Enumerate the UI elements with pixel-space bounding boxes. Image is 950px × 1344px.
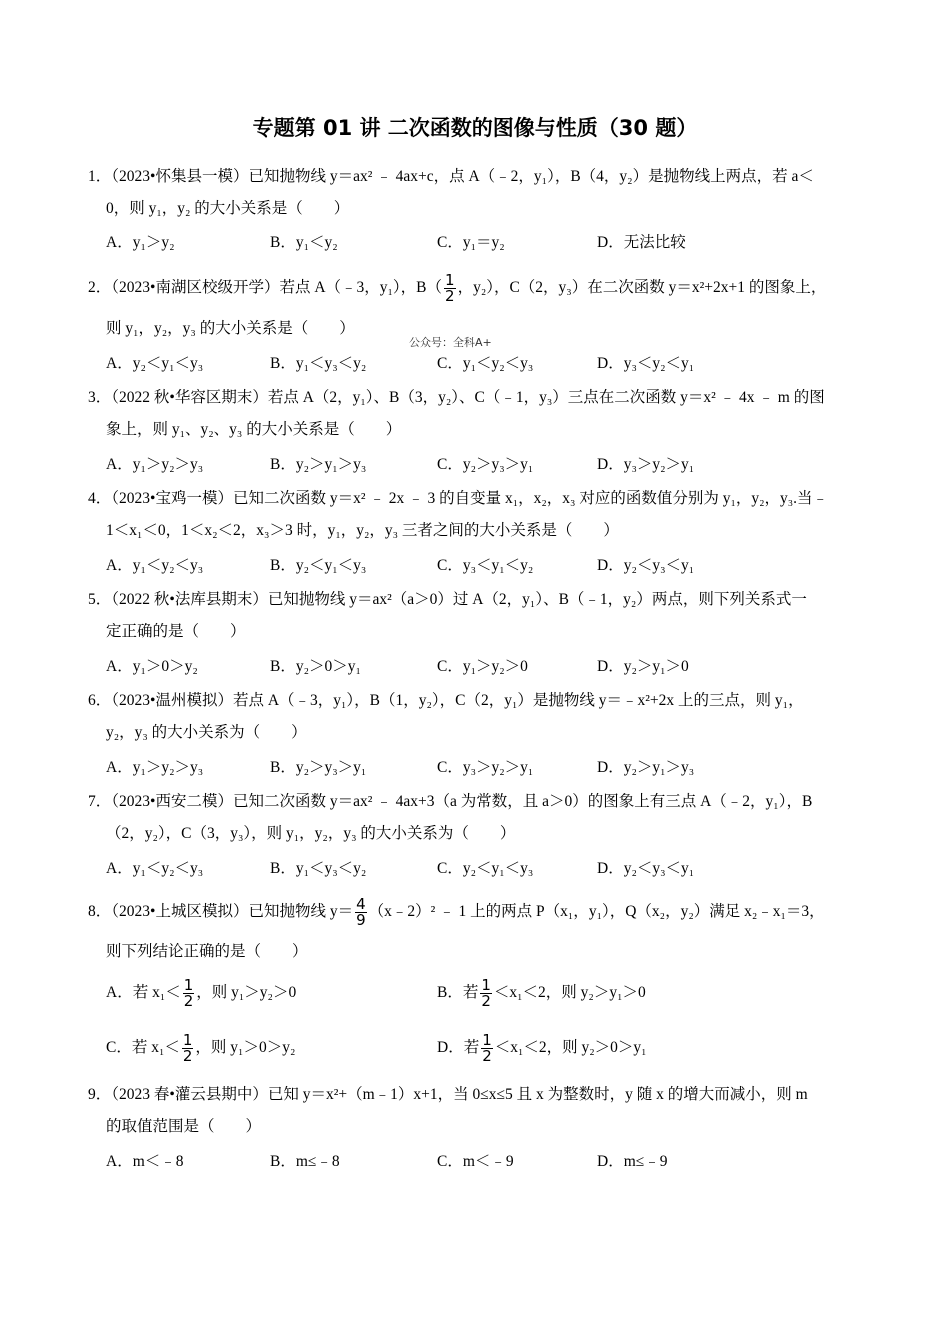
question-6-option-a: A．y₁＞y₂＞y₃ bbox=[106, 759, 204, 776]
question-source: （2022 秋•法库县期末） bbox=[111, 591, 268, 608]
question-text: 已知 y＝x²+（m﹣1）x+1，当 0≤x≤5 且 x 为整数时，y 随 x 的增大而减小，则 m bbox=[267, 1086, 808, 1103]
question-number: 8． bbox=[88, 903, 112, 921]
question-3-line-2: 象上，则 y₁、y₂、y₃ 的大小关系是（ ） bbox=[106, 421, 402, 438]
question-source: （2022 秋•华容区期末） bbox=[111, 389, 268, 406]
option-text: D．若 bbox=[437, 1039, 480, 1057]
question-source: （2023•怀集县一模） bbox=[111, 168, 249, 185]
question-number: 2． bbox=[88, 279, 112, 297]
option-text: ＜x₁＜2，则 y₂＞y₁＞0 bbox=[493, 984, 646, 1002]
question-8-line-1 bbox=[88, 897, 825, 928]
question-3-option-a: A．y₁＞y₂＞y₃ bbox=[106, 456, 204, 473]
question-8-option-a bbox=[106, 978, 296, 1009]
question-text: 已知抛物线 y＝ bbox=[248, 903, 354, 921]
question-1-line-1 bbox=[88, 166, 814, 188]
question-source: （2023•南湖区校级开学） bbox=[111, 279, 280, 297]
question-text: 若点 A（2，y₁）、B（3，y₂）、C（﹣1，y₃）三点在二次函数 y＝x² ﹣ 4x ﹣ m 的图 bbox=[267, 389, 825, 406]
question-3-line-1 bbox=[88, 387, 825, 409]
question-3-option-d: D．y₃＞y₂＞y₁ bbox=[597, 456, 695, 473]
question-7-option-c: C．y₂＜y₁＜y₃ bbox=[437, 860, 534, 877]
question-9-line-1 bbox=[88, 1084, 808, 1106]
question-source: （2023•上城区模拟） bbox=[111, 903, 249, 921]
question-source: （2023 春•灌云县期中） bbox=[111, 1086, 268, 1103]
fraction-numerator: 1 bbox=[481, 976, 491, 994]
question-number: 9． bbox=[88, 1086, 112, 1103]
question-9-line-2: 的取值范围是（ ） bbox=[106, 1118, 262, 1135]
question-1-option-d: D．无法比较 bbox=[597, 234, 686, 251]
fraction-denominator: 2 bbox=[481, 992, 491, 1010]
question-3-option-b: B．y₂＞y₁＞y₃ bbox=[270, 456, 367, 473]
question-source: （2023•温州模拟） bbox=[111, 692, 233, 709]
question-4-line-2: 1＜x₁＜0，1＜x₂＜2，x₃＞3 时，y₁，y₂，y₃ 三者之间的大小关系是（ ） bbox=[106, 522, 619, 539]
question-source: （2023•宝鸡一模） bbox=[111, 490, 233, 507]
question-9-option-a: A．m＜﹣8 bbox=[106, 1153, 184, 1170]
question-5-line-2: 定正确的是（ ） bbox=[106, 623, 246, 640]
question-7-line-2: （2，y₂），C（3，y₃），则 y₁，y₂，y₃ 的大小关系为（ ） bbox=[106, 825, 516, 842]
question-8-option-d bbox=[437, 1033, 647, 1064]
fraction-numerator: 1 bbox=[183, 976, 194, 994]
fraction-numerator: 1 bbox=[482, 1031, 492, 1049]
fraction bbox=[480, 978, 492, 1009]
question-text: 已知抛物线 y＝ax²（a＞0）过 A（2，y₁）、B（﹣1，y₂）两点，则下列关系式一 bbox=[267, 591, 807, 608]
fraction bbox=[183, 978, 195, 1009]
question-6-line-2: y₂，y₃ 的大小关系为（ ） bbox=[106, 724, 307, 741]
question-4-option-c: C．y₃＜y₁＜y₂ bbox=[437, 557, 534, 574]
question-2-option-d: D．y₃＜y₂＜y₁ bbox=[597, 355, 695, 372]
question-6-option-c: C．y₃＞y₂＞y₁ bbox=[437, 759, 534, 776]
question-9-option-d: D．m≤﹣9 bbox=[597, 1153, 668, 1170]
option-text: ＜x₁＜2，则 y₂＞0＞y₁ bbox=[494, 1039, 647, 1057]
question-text: ，y₂），C（2，y₃）在二次函数 y＝x²+2x+1 的图象上， bbox=[457, 279, 827, 297]
question-3-option-c: C．y₂＞y₃＞y₁ bbox=[437, 456, 534, 473]
question-5-option-b: B．y₂＞0＞y₁ bbox=[270, 658, 361, 675]
question-number: 7． bbox=[88, 793, 112, 810]
question-5-option-a: A．y₁＞0＞y₂ bbox=[106, 658, 198, 675]
fraction-denominator: 2 bbox=[445, 287, 455, 305]
question-9-option-b: B．m≤﹣8 bbox=[270, 1153, 340, 1170]
question-2-option-c: C．y₁＜y₂＜y₃ bbox=[437, 355, 534, 372]
option-text: B．若 bbox=[437, 984, 479, 1002]
question-7-option-d: D．y₂＜y₃＜y₁ bbox=[597, 860, 695, 877]
fraction-numerator: 4 bbox=[356, 895, 366, 913]
question-number: 3． bbox=[88, 389, 112, 406]
question-number: 1． bbox=[88, 168, 112, 185]
question-7-option-b: B．y₁＜y₃＜y₂ bbox=[270, 860, 367, 877]
question-number: 5． bbox=[88, 591, 112, 608]
question-text: 已知二次函数 y＝x² ﹣ 2x ﹣ 3 的自变量 x₁，x₂，x₃ 对应的函数值分别为 y₁，y₂，y₃.当﹣ bbox=[232, 490, 829, 507]
watermark: 公众号：全科A+ bbox=[409, 336, 492, 349]
option-text: A．若 x₁＜ bbox=[106, 984, 181, 1002]
fraction-denominator: 2 bbox=[482, 1047, 492, 1065]
question-7-line-1 bbox=[88, 791, 812, 813]
fraction-denominator: 2 bbox=[183, 992, 194, 1010]
question-4-line-1 bbox=[88, 488, 828, 510]
question-1-line-2: 0，则 y₁，y₂ 的大小关系是（ ） bbox=[106, 200, 350, 217]
question-8-option-c bbox=[106, 1033, 295, 1064]
question-number: 6． bbox=[88, 692, 112, 709]
question-2-option-b: B．y₁＜y₃＜y₂ bbox=[270, 355, 367, 372]
fraction-denominator: 2 bbox=[182, 1047, 193, 1065]
fraction-numerator: 1 bbox=[445, 271, 455, 289]
question-4-option-a: A．y₁＜y₂＜y₃ bbox=[106, 557, 204, 574]
option-text: ，则 y₁＞0＞y₂ bbox=[195, 1039, 296, 1057]
option-text: C．若 x₁＜ bbox=[106, 1039, 180, 1057]
fraction bbox=[481, 1033, 493, 1064]
fraction-denominator: 9 bbox=[356, 911, 366, 929]
question-number: 4． bbox=[88, 490, 112, 507]
page-title: 专题第 01 讲 二次函数的图像与性质（30 题） bbox=[252, 116, 698, 140]
question-text: 已知二次函数 y＝ax² ﹣ 4ax+3（a 为常数，且 a＞0）的图象上有三点 A（﹣2，y₁），B bbox=[232, 793, 813, 810]
question-text: 若点 A（﹣3，y₁），B（1，y₂），C（2，y₁）是抛物线 y＝﹣x²+2x 上的三点，则 y₁， bbox=[232, 692, 804, 709]
question-2-line-1 bbox=[88, 273, 826, 304]
question-text: 若点 A（﹣3，y₁），B（ bbox=[279, 279, 443, 297]
question-source: （2023•西安二模） bbox=[111, 793, 233, 810]
question-9-option-c: C．m＜﹣9 bbox=[437, 1153, 514, 1170]
option-text: ，则 y₁＞y₂＞0 bbox=[196, 984, 297, 1002]
question-5-option-c: C．y₁＞y₂＞0 bbox=[437, 658, 528, 675]
question-4-option-b: B．y₂＜y₁＜y₃ bbox=[270, 557, 367, 574]
question-4-option-d: D．y₂＜y₃＜y₁ bbox=[597, 557, 695, 574]
fraction bbox=[182, 1033, 194, 1064]
question-text: （x﹣2）² ﹣ 1 上的两点 P（x₁，y₁），Q（x₂，y₂）满足 x₂﹣x₁＝3， bbox=[368, 903, 825, 921]
question-2-line-2: 则 y₁，y₂，y₃ 的大小关系是（ ） bbox=[106, 320, 355, 337]
question-6-line-1 bbox=[88, 690, 804, 712]
question-2-option-a: A．y₂＜y₁＜y₃ bbox=[106, 355, 204, 372]
question-1-option-a: A．y₁＞y₂ bbox=[106, 234, 175, 251]
question-1-option-b: B．y₁＜y₂ bbox=[270, 234, 338, 251]
question-text: 已知抛物线 y＝ax² ﹣ 4ax+c，点 A（﹣2，y₁），B（4，y₂）是抛物线上两点，若 a＜ bbox=[248, 168, 814, 185]
question-5-line-1 bbox=[88, 589, 807, 611]
question-6-option-d: D．y₂＞y₁＞y₃ bbox=[597, 759, 695, 776]
fraction bbox=[444, 273, 456, 304]
question-6-option-b: B．y₂＞y₃＞y₁ bbox=[270, 759, 367, 776]
question-1-option-c: C．y₁＝y₂ bbox=[437, 234, 505, 251]
fraction bbox=[355, 897, 367, 928]
question-7-option-a: A．y₁＜y₂＜y₃ bbox=[106, 860, 204, 877]
question-8-line-2: 则下列结论正确的是（ ） bbox=[106, 943, 308, 960]
fraction-numerator: 1 bbox=[182, 1031, 193, 1049]
question-8-option-b bbox=[437, 978, 646, 1009]
question-5-option-d: D．y₂＞y₁＞0 bbox=[597, 658, 689, 675]
